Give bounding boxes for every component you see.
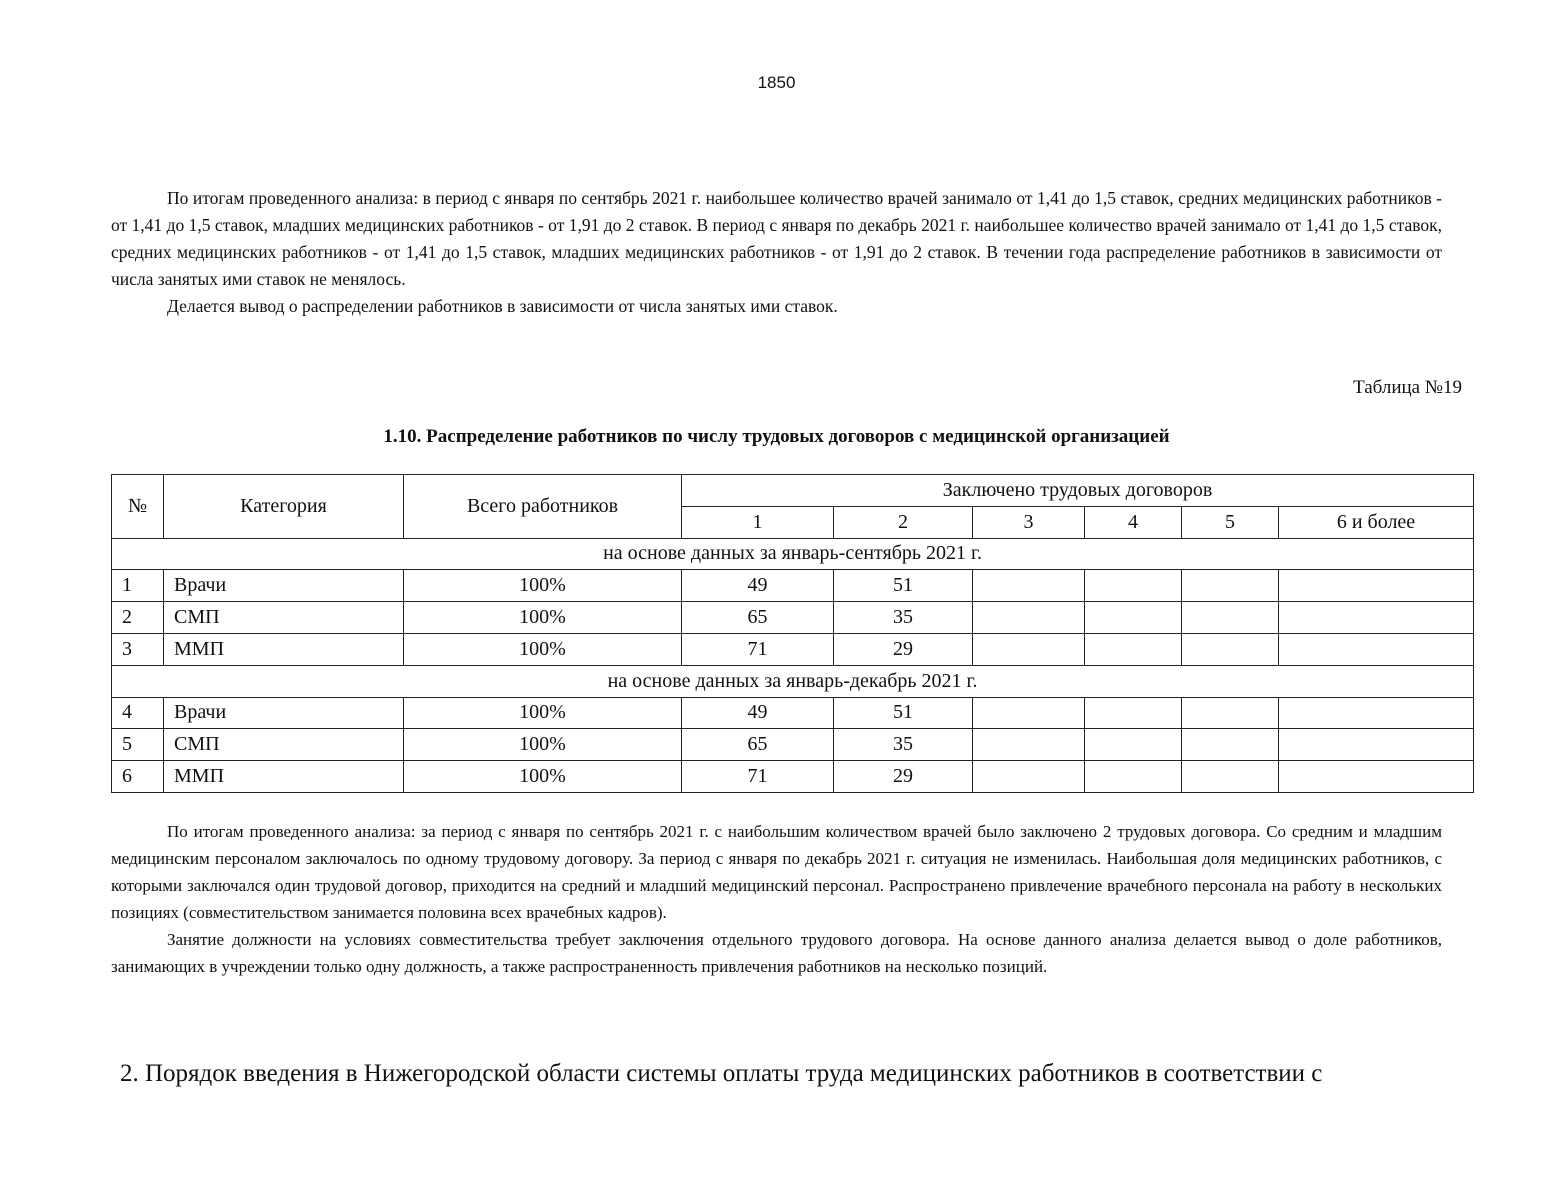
- header-contracts: Заключено трудовых договоров: [682, 475, 1474, 507]
- header-contract-col: 3: [973, 506, 1085, 538]
- header-contract-col: 2: [834, 506, 973, 538]
- cell-c6: [1279, 570, 1474, 602]
- section-row: [112, 665, 1474, 697]
- section-row: [112, 538, 1474, 570]
- table-row: [112, 697, 1474, 729]
- cell-c3: [973, 602, 1085, 634]
- cell-category: Врачи: [164, 570, 404, 602]
- conclusion-paragraph: Занятие должности на условиях совместительства требует заключения отдельного трудового договора. На основе данного анализа делается вывод о доле работников, занимающих в учреждении только одну должность, а также распространенность привлечения работников на несколько позиций.: [111, 930, 1442, 976]
- cell-total: 100%: [404, 570, 682, 602]
- header-total: Всего работников: [404, 475, 682, 539]
- intro-paragraph: По итогам проведенного анализа: в период с января по сентябрь 2021 г. наибольшее количество врачей занимало от 1,41 до 1,5 ставок, средних медицинских работников - от 1,41 до 1,5 ставок, младших медицинских работников - от 1,91 до 2 ставок. В период с января по декабрь 2021 г. наибольшее количество врачей занимало от 1,41 до 1,5 ставок, средних медицинских работников - от 1,41 до 1,5 ставок, младших медицинских работников - от 1,91 до 2 ставок. В течении года распределение работников в зависимости от числа занятых ими ставок не менялось.: [111, 188, 1442, 289]
- page-number: 1850: [757, 73, 796, 92]
- cell-c6: [1279, 761, 1474, 793]
- conclusion-text: [111, 818, 1442, 980]
- cell-c5: [1182, 602, 1279, 634]
- cell-num: 1: [112, 570, 164, 602]
- cell-c4: [1085, 602, 1182, 634]
- table-row: [112, 633, 1474, 665]
- cell-num: 3: [112, 633, 164, 665]
- table-row: [112, 729, 1474, 761]
- cell-category: Врачи: [164, 697, 404, 729]
- cell-num: 4: [112, 697, 164, 729]
- cell-total: 100%: [404, 761, 682, 793]
- section-heading: 2. Порядок введения в Нижегородской области системы оплаты труда медицинских работников в соответствии с: [120, 1060, 1323, 1087]
- cell-c3: [973, 729, 1085, 761]
- cell-num: 6: [112, 761, 164, 793]
- cell-category: ММП: [164, 761, 404, 793]
- intro-paragraph: Делается вывод о распределении работников в зависимости от числа занятых ими ставок.: [167, 296, 838, 316]
- header-contract-col: 6 и более: [1279, 506, 1474, 538]
- cell-c1: 49: [682, 570, 834, 602]
- intro-text: [111, 185, 1442, 320]
- cell-c1: 49: [682, 697, 834, 729]
- header-category: Категория: [164, 475, 404, 539]
- cell-c2: 29: [834, 761, 973, 793]
- cell-num: 5: [112, 729, 164, 761]
- cell-total: 100%: [404, 633, 682, 665]
- cell-category: СМП: [164, 729, 404, 761]
- cell-c2: 51: [834, 570, 973, 602]
- cell-c6: [1279, 697, 1474, 729]
- cell-c4: [1085, 697, 1182, 729]
- cell-c2: 29: [834, 633, 973, 665]
- cell-c3: [973, 570, 1085, 602]
- cell-c4: [1085, 570, 1182, 602]
- cell-c2: 35: [834, 602, 973, 634]
- cell-category: ММП: [164, 633, 404, 665]
- cell-c2: 35: [834, 729, 973, 761]
- cell-c3: [973, 697, 1085, 729]
- table-row: [112, 761, 1474, 793]
- conclusion-paragraph: По итогам проведенного анализа: за период с января по сентябрь 2021 г. с наибольшим количеством врачей было заключено 2 трудовых договора. Со средним и младшим медицинским персоналом заключалось по одному трудовому договору. За период с января по декабрь 2021 г. ситуация не изменилась. Наибольшая доля медицинских работников, с которыми заключался один трудовой договор, приходится на средний и младший медицинский персонал. Распространено привлечение врачебного персонала на работу в нескольких позициях (совместительством занимается половина всех врачебных кадров).: [111, 822, 1442, 922]
- table-row: [112, 570, 1474, 602]
- cell-c5: [1182, 633, 1279, 665]
- cell-total: 100%: [404, 729, 682, 761]
- table-title: 1.10. Распределение работников по числу трудовых договоров с медицинской организацией: [383, 426, 1170, 447]
- header-contract-col: 1: [682, 506, 834, 538]
- cell-c4: [1085, 729, 1182, 761]
- distribution-table: [111, 474, 1474, 793]
- table-label: Таблица №19: [1353, 377, 1462, 398]
- header-contract-col: 4: [1085, 506, 1182, 538]
- cell-c1: 71: [682, 633, 834, 665]
- section-title: на основе данных за январь-сентябрь 2021 г.: [112, 538, 1474, 570]
- cell-num: 2: [112, 602, 164, 634]
- cell-c6: [1279, 602, 1474, 634]
- cell-category: СМП: [164, 602, 404, 634]
- table-row: [112, 602, 1474, 634]
- cell-c4: [1085, 633, 1182, 665]
- cell-total: 100%: [404, 602, 682, 634]
- cell-c4: [1085, 761, 1182, 793]
- cell-c3: [973, 633, 1085, 665]
- table-header-row: [112, 475, 1474, 507]
- cell-c5: [1182, 570, 1279, 602]
- cell-c1: 65: [682, 729, 834, 761]
- cell-c5: [1182, 761, 1279, 793]
- cell-c1: 71: [682, 761, 834, 793]
- header-contract-col: 5: [1182, 506, 1279, 538]
- cell-c1: 65: [682, 602, 834, 634]
- cell-c2: 51: [834, 697, 973, 729]
- header-num: №: [112, 475, 164, 539]
- cell-c3: [973, 761, 1085, 793]
- cell-c5: [1182, 729, 1279, 761]
- cell-c6: [1279, 633, 1474, 665]
- cell-c5: [1182, 697, 1279, 729]
- cell-c6: [1279, 729, 1474, 761]
- cell-total: 100%: [404, 697, 682, 729]
- section-title: на основе данных за январь-декабрь 2021 г.: [112, 665, 1474, 697]
